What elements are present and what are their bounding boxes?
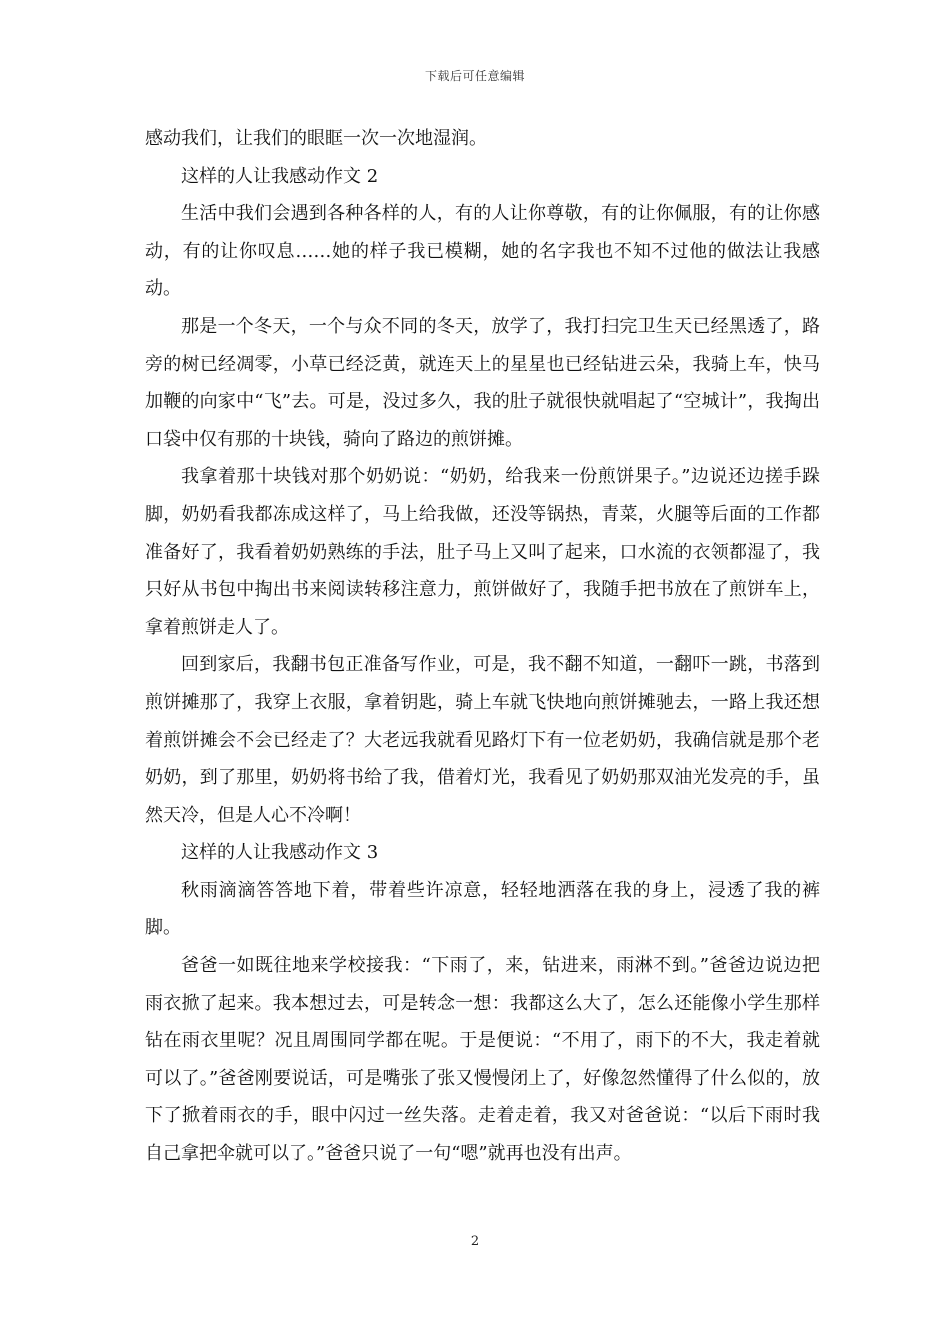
paragraph-continuation: 感动我们，让我们的眼眶一次一次地湿润。 bbox=[145, 128, 487, 149]
section-heading-essay-3: 这样的人让我感动作文 3 bbox=[181, 842, 379, 864]
page-number: 2 bbox=[470, 1234, 480, 1249]
paragraph: 生活中我们会遇到各种各样的人，有的人让你尊敬，有的让你佩服，有的让你感动，有的让你叹息……她的样子我已模糊，她的名字我也不知不过他的做法让我感动。 bbox=[145, 203, 820, 300]
paragraph: 秋雨滴滴答答地下着，带着些许凉意，轻轻地洒落在我的身上，浸透了我的裤脚。 bbox=[145, 879, 820, 939]
paragraph: 我拿着那十块钱对那个奶奶说：“奶奶，给我来一份煎饼果子。”边说还边搓手跺脚，奶奶看我都冻成这样了，马上给我做，还没等锅热，青菜，火腿等后面的工作都准备好了，我看着奶奶熟练的手法，肚子马上又叫了起来，口水流的衣领都湿了，我只好从书包中掏出书来阅读转移注意力，煎饼做好了，我随手把书放在了煎饼车上，拿着煎饼走人了。 bbox=[145, 466, 820, 638]
paragraph: 那是一个冬天，一个与众不同的冬天，放学了，我打扫完卫生天已经黑透了，路旁的树已经凋零，小草已经泛黄，就连天上的星星也已经钻进云朵，我骑上车，快马加鞭的向家中“飞”去。可是，没过多久，我的肚子就很快就唱起了“空城计”，我掏出口袋中仅有那的十块钱，骑向了路边的煎饼摊。 bbox=[145, 315, 820, 450]
paragraph: 回到家后，我翻书包正准备写作业，可是，我不翻不知道，一翻吓一跳，书落到煎饼摊那了，我穿上衣服，拿着钥匙，骑上车就飞快地向煎饼摊驰去，一路上我还想着煎饼摊会不会已经走了？大老远我就看见路灯下有一位老奶奶，我确信就是那个老奶奶，到了那里，奶奶将书给了我，借着灯光，我看见了奶奶那双油光发亮的手，虽然天冷，但是人心不冷啊！ bbox=[145, 654, 820, 826]
page-header: 下载后可任意编辑 bbox=[424, 69, 525, 83]
document-body bbox=[145, 120, 820, 1173]
section-heading-essay-2: 这样的人让我感动作文 2 bbox=[181, 165, 379, 187]
paragraph: 爸爸一如既往地来学校接我：“下雨了，来，钻进来，雨淋不到。”爸爸边说边把雨衣掀了起来。我本想过去，可是转念一想：我都这么大了，怎么还能像小学生那样钻在雨衣里呢？况且周围同学都在呢。于是便说：“不用了，雨下的不大，我走着就可以了。”爸爸刚要说话，可是嘴张了张又慢慢闭上了，好像忽然懂得了什么似的，放下了掀着雨衣的手，眼中闪过一丝失落。走着走着，我又对爸爸说：“以后下雨时我自己拿把伞就可以了。”爸爸只说了一句“嗯”就再也没有出声。 bbox=[145, 955, 820, 1165]
